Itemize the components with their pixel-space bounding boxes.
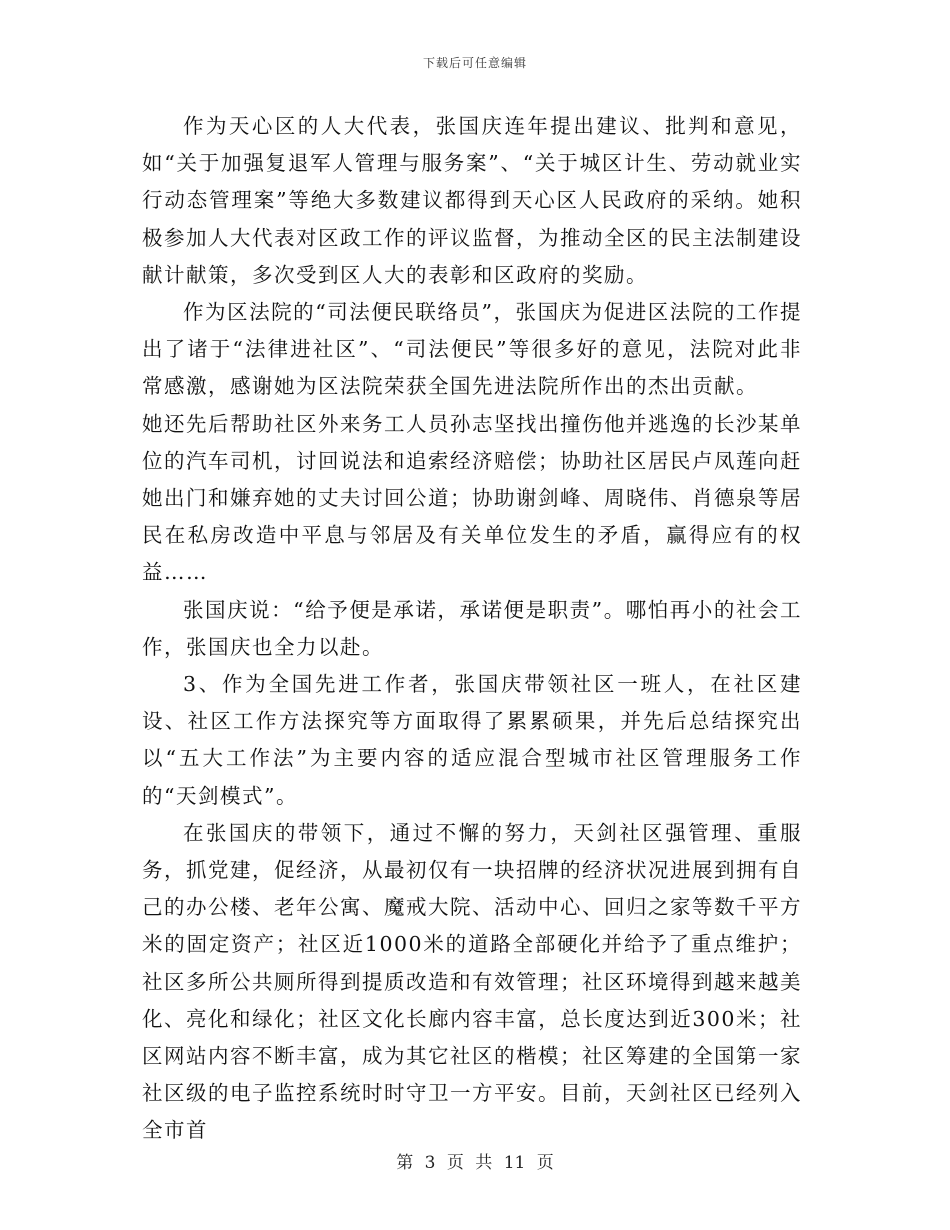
- paragraph-quote: 张国庆说：“给予便是承诺，承诺便是职责”。哪怕再小的社会工作，张国庆也全力以赴。: [142, 597, 802, 659]
- paragraph-court-liaison: 作为区法院的“司法便民联络员”，张国庆为促进区法院的工作提出了诸于“法律进社区”、“司法便民”等很多好的意见，法院对此非常感激，感谢她为区法院荣获全国先进法院所作出的杰出贡献。: [142, 300, 802, 399]
- page-footer: 第 3 页 共 11 页: [396, 1153, 554, 1173]
- paragraph-advanced-worker: 3、作为全国先进工作者，张国庆带领社区一班人，在社区建设、社区工作方法探究等方面取得了累累硕果，并先后总结探究出以“五大工作法”为主要内容的适应混合型城市社区管理服务工作的“天剑模式”。: [142, 672, 802, 808]
- page-header: 下载后可任意编辑: [422, 56, 527, 70]
- document-body: [142, 108, 802, 1150]
- paragraph-helping-residents: 她还先后帮助社区外来务工人员孙志坚找出撞伤他并逃逸的长沙某单位的汽车司机，讨回说法和追索经济赔偿；协助社区居民卢凤莲向赶她出门和嫌弃她的丈夫讨回公道；协助谢剑峰、周晓伟、肖德泉等居民在私房改造中平息与邻居及有关单位发生的矛盾，赢得应有的权益……: [142, 411, 802, 585]
- paragraph-people-representative: 作为天心区的人大代表，张国庆连年提出建议、批判和意见，如“关于加强复退军人管理与服务案”、“关于城区计生、劳动就业实行动态管理案”等绝大多数建议都得到天心区人民政府的采纳。她积极参加人大代表对区政工作的评议监督，为推动全区的民主法制建设献计献策，多次受到区人大的表彰和区政府的奖励。: [142, 114, 802, 287]
- paragraph-community-achievements: 在张国庆的带领下，通过不懈的努力，天剑社区强管理、重服务，抓党建，促经济，从最初仅有一块招牌的经济状况进展到拥有自己的办公楼、老年公寓、魔戒大院、活动中心、回归之家等数千平方米的固定资产；社区近1000米的道路全部硬化并给予了重点维护；社区多所公共厕所得到提质改造和有效管理；社区环境得到越来越美化、亮化和绿化；社区文化长廊内容丰富，总长度达到近300米；社区网站内容不断丰富，成为其它社区的楷模；社区筹建的全国第一家社区级的电子监控系统时时守卫一方平安。目前，天剑社区已经列入全市首: [142, 820, 802, 1143]
